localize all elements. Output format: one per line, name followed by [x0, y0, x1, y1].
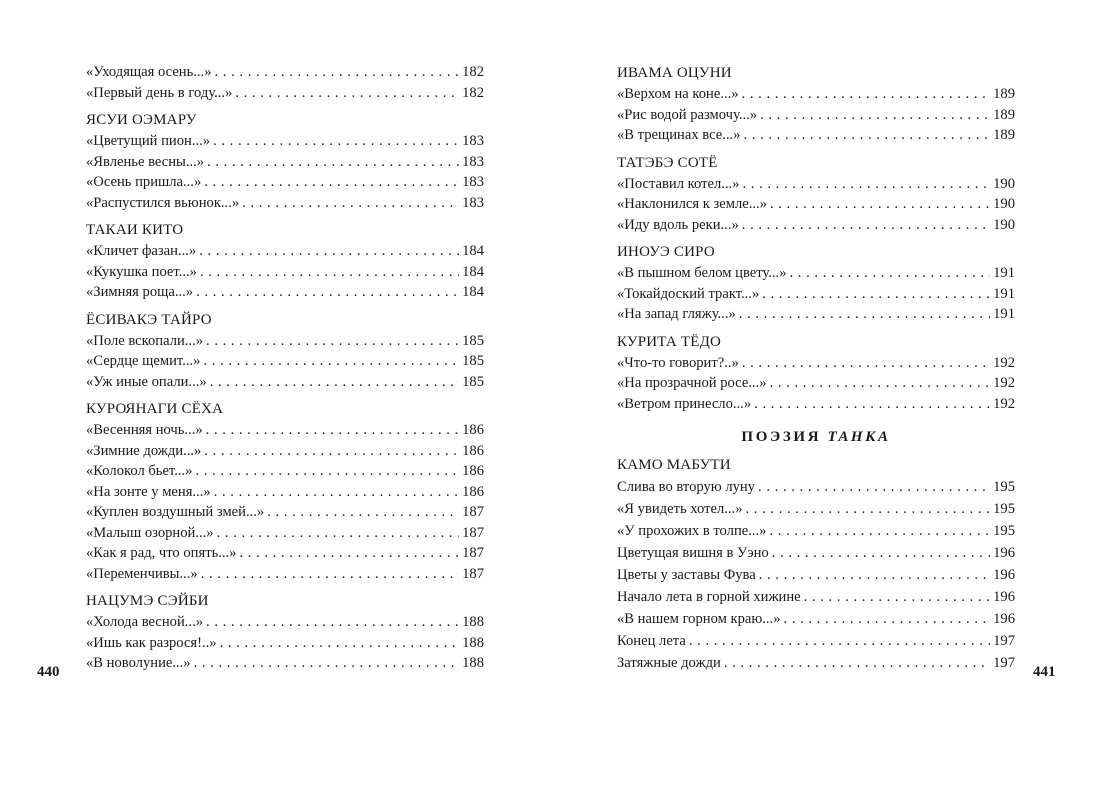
dot-leader	[206, 331, 459, 352]
page-number-right: 441	[1033, 664, 1056, 680]
toc-entry	[617, 476, 1015, 498]
dot-leader	[206, 612, 459, 633]
toc-entry-title: «Уходящая осень...»	[86, 64, 212, 80]
dot-leader	[754, 394, 990, 415]
toc-entry-page: 196	[993, 611, 1015, 627]
dot-leader	[200, 262, 459, 283]
toc-entry	[617, 564, 1015, 586]
toc-entry	[86, 351, 484, 372]
toc-entry	[617, 194, 1015, 215]
toc-entry	[86, 372, 484, 393]
dot-leader	[758, 476, 990, 498]
toc-entry-title: «Поставил котел...»	[617, 175, 740, 192]
author-heading: ТАТЭБЭ СОТЁ	[617, 154, 718, 171]
toc-entry-page: 185	[462, 373, 484, 390]
dot-leader	[204, 172, 459, 193]
toc-entry	[86, 653, 484, 674]
toc-entry	[617, 373, 1015, 394]
dot-leader	[267, 502, 459, 523]
dot-leader	[194, 653, 460, 674]
toc-entry-title: «Кукушка поет...»	[86, 263, 197, 280]
section-title-prefix: ПОЭЗИЯ	[741, 429, 822, 445]
toc-entry-title: «Распустился вьюнок...»	[86, 194, 240, 211]
toc-entry-title: Слива во вторую луну	[617, 479, 756, 495]
toc-entry	[86, 461, 484, 482]
toc-entry-title: «Колокол бьет...»	[86, 463, 193, 479]
toc-entry-page: 190	[993, 196, 1015, 212]
dot-leader	[769, 520, 990, 542]
dot-leader	[195, 461, 459, 482]
toc-entry-title: Цветущая вишня в Уэно	[617, 545, 769, 561]
dot-leader	[196, 282, 459, 303]
toc-entry-title: «Наклонился к земле...»	[617, 196, 767, 212]
toc-entry-page: 184	[462, 243, 484, 259]
author-heading: КУРОЯНАГИ СЁХА	[86, 401, 224, 417]
toc-entry	[617, 263, 1015, 284]
dot-leader	[214, 482, 459, 503]
toc-entry-title: «Ветром принесло...»	[617, 395, 752, 412]
toc-entry-page: 188	[462, 655, 484, 671]
toc-entry	[617, 84, 1015, 105]
toc-entry-page: 196	[993, 589, 1015, 605]
dot-leader	[204, 441, 459, 462]
dot-leader	[239, 543, 459, 564]
toc-entry-page: 197	[993, 655, 1015, 671]
left-page-toc	[86, 62, 484, 674]
toc-entry-page: 188	[462, 634, 484, 651]
section-title-italic: ТАНКА	[827, 429, 891, 445]
toc-entry-page: 186	[462, 442, 484, 459]
dot-leader	[804, 586, 990, 608]
toc-entry-page: 191	[993, 285, 1015, 302]
toc-entry	[617, 304, 1015, 325]
toc-entry	[617, 652, 1015, 674]
toc-entry-title: «Уж иные опали...»	[86, 373, 207, 390]
toc-entry-page: 192	[993, 395, 1015, 412]
dot-leader	[235, 83, 459, 104]
toc-entry-page: 185	[462, 353, 484, 369]
dot-leader	[743, 125, 990, 146]
toc-entry-title: «Первый день в году...»	[86, 84, 233, 101]
toc-entry-title: «В новолуние...»	[86, 655, 191, 671]
author-heading: НАЦУМЭ СЭЙБИ	[86, 593, 209, 609]
toc-entry-title: «Осень пришла...»	[86, 174, 202, 190]
toc-entry-page: 182	[462, 84, 484, 101]
dot-leader	[213, 131, 459, 152]
toc-entry-title: «В нашем горном краю...»	[617, 611, 781, 627]
toc-entry	[86, 193, 484, 214]
toc-entry-page: 187	[462, 565, 484, 582]
dot-leader	[742, 84, 991, 105]
toc-entry	[617, 105, 1015, 126]
toc-entry-page: 196	[993, 545, 1015, 561]
toc-entry-title: «Кличет фазан...»	[86, 243, 197, 259]
toc-entry-page: 190	[993, 216, 1015, 233]
toc-entry	[617, 215, 1015, 236]
toc-entry-title: «Как я рад, что опять...»	[86, 545, 237, 561]
dot-leader	[201, 564, 459, 585]
toc-entry	[617, 630, 1015, 652]
dot-leader	[742, 215, 990, 236]
toc-entry-page: 189	[993, 106, 1015, 123]
toc-entry-page: 188	[462, 614, 484, 630]
toc-entry	[86, 331, 484, 352]
section-title	[617, 425, 1015, 449]
dot-leader	[206, 420, 459, 441]
toc-entry-title: «Рис водой размочу...»	[617, 106, 758, 123]
toc-entry-title: «Куплен воздушный змей...»	[86, 504, 265, 520]
toc-entry-page: 195	[993, 523, 1015, 539]
toc-entry-page: 189	[993, 86, 1015, 102]
toc-entry	[86, 172, 484, 193]
toc-entry	[617, 174, 1015, 195]
toc-entry-page: 192	[993, 354, 1015, 371]
toc-entry-page: 191	[993, 306, 1015, 322]
dot-leader	[790, 263, 991, 284]
toc-entry-title: Затяжные дожди	[617, 655, 721, 671]
dot-leader	[762, 284, 990, 305]
toc-entry	[86, 62, 484, 83]
toc-entry	[86, 502, 484, 523]
toc-entry	[86, 523, 484, 544]
toc-entry-title: «В трещинах все...»	[617, 127, 741, 143]
toc-entry	[86, 482, 484, 503]
toc-entry-page: 183	[462, 133, 484, 149]
author-heading: КАМО МАБУТИ	[617, 457, 731, 473]
toc-entry-title: Цветы у заставы Фува	[617, 567, 756, 583]
toc-entry	[617, 353, 1015, 374]
toc-entry-page: 184	[462, 263, 484, 280]
toc-entry-title: «Зимняя роща...»	[86, 284, 194, 300]
toc-entry-page: 187	[462, 545, 484, 561]
toc-entry-page: 197	[993, 633, 1015, 649]
toc-entry	[617, 284, 1015, 305]
toc-entry-title: «Весенняя ночь...»	[86, 422, 203, 438]
toc-entry-page: 186	[462, 463, 484, 479]
toc-entry	[86, 543, 484, 564]
dot-leader	[739, 304, 990, 325]
dot-leader	[242, 193, 459, 214]
toc-entry-page: 192	[993, 375, 1015, 391]
toc-entry-title: «Переменчивы...»	[86, 565, 198, 582]
toc-entry	[86, 612, 484, 633]
toc-entry	[86, 241, 484, 262]
dot-leader	[772, 542, 990, 564]
toc-entry-title: «Поле вскопали...»	[86, 332, 204, 349]
toc-entry-title: «У прохожих в толпе...»	[617, 523, 767, 539]
dot-leader	[215, 62, 460, 83]
author-heading: ИВАМА ОЦУНИ	[617, 65, 732, 81]
toc-entry-page: 185	[462, 332, 484, 349]
toc-entry-title: «Что-то говорит?..»	[617, 354, 739, 371]
toc-entry-title: «Малыш озорной...»	[86, 524, 214, 541]
dot-leader	[759, 564, 990, 586]
toc-entry	[617, 498, 1015, 520]
toc-entry-page: 183	[462, 174, 484, 190]
dot-leader	[203, 351, 459, 372]
toc-entry-title: «Я увидеть хотел...»	[617, 501, 743, 517]
toc-entry-title: Конец лета	[617, 633, 686, 649]
author-heading: ЯСУИ ОЭМАРУ	[86, 112, 197, 128]
toc-entry-title: «Сердце щемит...»	[86, 353, 201, 369]
toc-entry-title: «На зонте у меня...»	[86, 483, 211, 500]
dot-leader	[742, 174, 990, 195]
toc-entry	[617, 520, 1015, 542]
toc-entry	[617, 394, 1015, 415]
toc-entry	[617, 125, 1015, 146]
toc-entry-title: «Иду вдоль реки...»	[617, 216, 739, 233]
toc-entry-page: 191	[993, 265, 1015, 281]
toc-entry-title: «Явленье весны...»	[86, 153, 205, 170]
dot-leader	[207, 152, 459, 173]
toc-entry-title: «Холода весной...»	[86, 614, 204, 630]
author-heading: ЁСИВАКЭ ТАЙРО	[86, 311, 212, 328]
toc-entry	[86, 262, 484, 283]
dot-leader	[746, 498, 991, 520]
dot-leader	[724, 652, 990, 674]
toc-entry-page: 189	[993, 127, 1015, 143]
toc-entry-title: «Зимние дожди...»	[86, 442, 202, 459]
toc-entry-title: «В пышном белом цвету...»	[617, 265, 787, 281]
toc-entry	[86, 131, 484, 152]
toc-entry-page: 190	[993, 175, 1015, 192]
dot-leader	[760, 105, 990, 126]
toc-entry-title: «На запад гляжу...»	[617, 306, 736, 322]
dot-leader	[220, 633, 460, 654]
right-page-toc	[617, 62, 1015, 674]
toc-entry	[617, 608, 1015, 630]
toc-entry-page: 182	[462, 64, 484, 80]
toc-entry	[617, 542, 1015, 564]
author-heading: ИНОУЭ СИРО	[617, 244, 715, 260]
toc-entry	[86, 633, 484, 654]
page-number-left: 440	[37, 664, 60, 680]
toc-entry-page: 186	[462, 422, 484, 438]
toc-entry-page: 183	[462, 153, 484, 170]
toc-entry	[86, 83, 484, 104]
toc-entry-page: 195	[993, 501, 1015, 517]
toc-entry-title: «На прозрачной росе...»	[617, 375, 767, 391]
toc-entry-page: 196	[993, 567, 1015, 583]
dot-leader	[210, 372, 459, 393]
author-heading: КУРИТА ТЁДО	[617, 333, 722, 350]
toc-entry-page: 184	[462, 284, 484, 300]
toc-entry-page: 183	[462, 194, 484, 211]
toc-entry-page: 187	[462, 504, 484, 520]
dot-leader	[784, 608, 991, 630]
toc-entry	[86, 152, 484, 173]
dot-leader	[770, 194, 990, 215]
dot-leader	[770, 373, 991, 394]
toc-entry-page: 186	[462, 483, 484, 500]
toc-entry-title: «Верхом на коне...»	[617, 86, 739, 102]
dot-leader	[217, 523, 460, 544]
toc-entry-title: «Ишь как разрося!..»	[86, 634, 217, 651]
toc-entry	[86, 564, 484, 585]
toc-entry-title: Начало лета в горной хижине	[617, 589, 801, 605]
toc-entry	[86, 282, 484, 303]
toc-entry-title: «Токайдоский тракт...»	[617, 285, 760, 302]
toc-entry	[86, 420, 484, 441]
dot-leader	[689, 630, 990, 652]
toc-entry-page: 187	[462, 524, 484, 541]
tanka-section	[617, 425, 1015, 674]
author-heading: ТАКАИ КИТО	[86, 222, 184, 238]
toc-entry	[86, 441, 484, 462]
toc-entry-title: «Цветущий пион...»	[86, 133, 211, 149]
toc-entry-page: 195	[993, 479, 1015, 495]
dot-leader	[742, 353, 990, 374]
dot-leader	[199, 241, 459, 262]
toc-entry	[617, 586, 1015, 608]
